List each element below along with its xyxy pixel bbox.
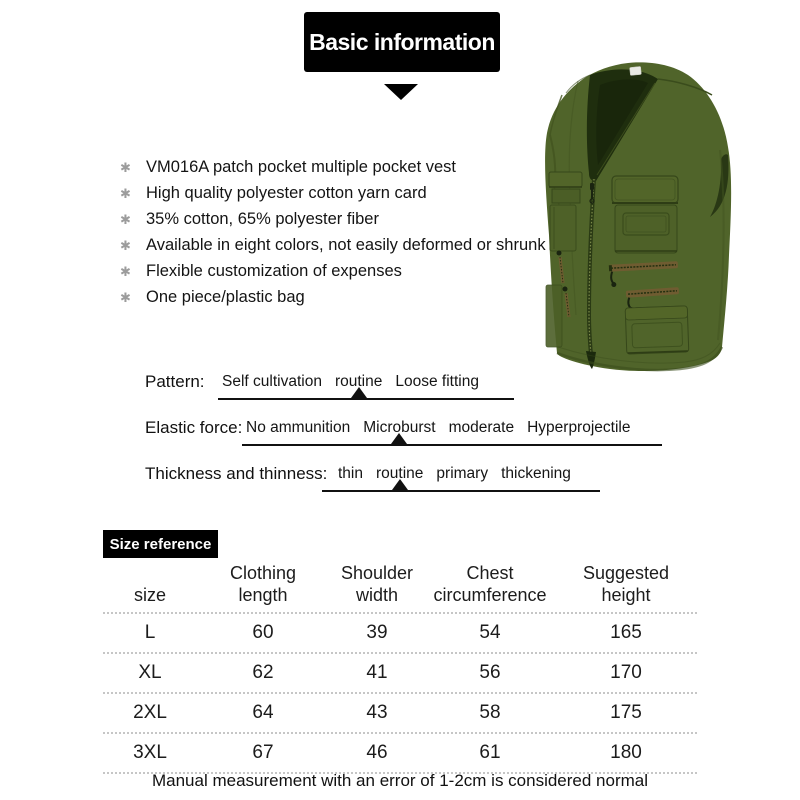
option-routine: routine: [335, 372, 382, 392]
cell-shoulder-width: 43: [366, 702, 388, 723]
measurement-note: Manual measurement with an error of 1-2cm is considered normal: [151, 771, 649, 790]
selector-underline: [218, 398, 514, 400]
cell-shoulder-width: 46: [366, 742, 388, 763]
cell-suggested-height: 180: [610, 742, 642, 763]
list-item: [120, 288, 546, 314]
feature-text: Available in eight colors, not easily deformed or shrunk: [146, 236, 546, 254]
size-banner-title: Size reference: [109, 535, 212, 553]
feature-text: High quality polyester cotton yarn card: [146, 184, 427, 202]
column-header-shoulder-width: Shoulder width: [340, 563, 414, 606]
cell-chest-circumference: 54: [479, 622, 501, 643]
table-row: [103, 614, 697, 654]
option-routine: routine: [376, 464, 423, 484]
basic-information-banner: [304, 12, 500, 72]
selector-pattern: [0, 372, 800, 412]
cell-suggested-height: 175: [610, 702, 642, 723]
table-row: [103, 654, 697, 694]
selector-options: [338, 464, 571, 484]
option-thickening: thickening: [501, 465, 571, 482]
cell-clothing-length: 62: [252, 662, 274, 683]
selector-options: [246, 418, 630, 438]
cell-clothing-length: 67: [252, 742, 274, 763]
selector-elastic-force: [0, 418, 800, 458]
option-self-cultivation: Self cultivation: [222, 373, 322, 390]
table-row: [103, 734, 697, 774]
feature-text: 35% cotton, 65% polyester fiber: [146, 210, 379, 228]
cell-clothing-length: 60: [252, 622, 274, 643]
column-header-chest-circumference: Chest circumference: [433, 563, 547, 606]
table-row: [103, 694, 697, 734]
cell-suggested-height: 165: [610, 622, 642, 643]
cell-size: L: [144, 622, 156, 643]
feature-text: One piece/plastic bag: [146, 288, 305, 306]
feature-text: Flexible customization of expenses: [146, 262, 402, 280]
selector-thickness: [0, 464, 800, 504]
option-no-ammunition: No ammunition: [246, 419, 351, 436]
selected-marker-icon: [391, 433, 407, 444]
selector-options: [222, 372, 479, 392]
asterisk-bullet-icon: ✱: [120, 264, 131, 279]
product-image-vest: [540, 55, 740, 375]
asterisk-bullet-icon: ✱: [120, 160, 131, 175]
list-item: [120, 184, 546, 210]
selector-label: Pattern:: [145, 372, 205, 391]
feature-list: [120, 158, 546, 314]
option-hyperprojectile: Hyperprojectile: [527, 419, 631, 436]
selector-label: Elastic force:: [145, 418, 243, 437]
cell-clothing-length: 64: [252, 702, 274, 723]
list-item: [120, 262, 546, 288]
selector-underline: [242, 444, 662, 446]
column-header-suggested-height: Suggested height: [582, 563, 670, 606]
list-item: [120, 158, 546, 184]
selector-underline: [322, 490, 600, 492]
column-header-clothing-length: Clothing length: [229, 563, 297, 606]
down-triangle-icon: [384, 84, 418, 100]
cell-shoulder-width: 41: [366, 662, 388, 683]
asterisk-bullet-icon: ✱: [120, 186, 131, 201]
cell-suggested-height: 170: [610, 662, 642, 683]
cell-size: 2XL: [133, 702, 167, 723]
banner-title: Basic information: [309, 28, 495, 55]
cell-size: XL: [138, 662, 162, 683]
asterisk-bullet-icon: ✱: [120, 238, 131, 253]
feature-text: VM016A patch pocket multiple pocket vest: [146, 158, 457, 176]
cell-shoulder-width: 39: [366, 622, 388, 643]
option-thin: thin: [338, 465, 363, 482]
cell-chest-circumference: 56: [479, 662, 501, 683]
selected-marker-icon: [351, 387, 367, 398]
table-header-row: [103, 556, 697, 614]
option-primary: primary: [436, 465, 489, 482]
cell-size: 3XL: [133, 742, 167, 763]
column-header-size: size: [133, 585, 166, 606]
size-table: [103, 556, 697, 774]
selected-marker-icon: [392, 479, 408, 490]
asterisk-bullet-icon: ✱: [120, 290, 131, 305]
cell-chest-circumference: 58: [479, 702, 501, 723]
list-item: [120, 210, 546, 236]
selector-label: Thickness and thinness:: [145, 464, 328, 483]
list-item: [120, 236, 546, 262]
size-reference-banner: [103, 530, 218, 558]
asterisk-bullet-icon: ✱: [120, 212, 131, 227]
option-microburst: Microburst: [363, 418, 435, 438]
option-loose-fitting: Loose fitting: [395, 373, 479, 390]
cell-chest-circumference: 61: [479, 742, 501, 763]
option-moderate: moderate: [448, 419, 515, 436]
